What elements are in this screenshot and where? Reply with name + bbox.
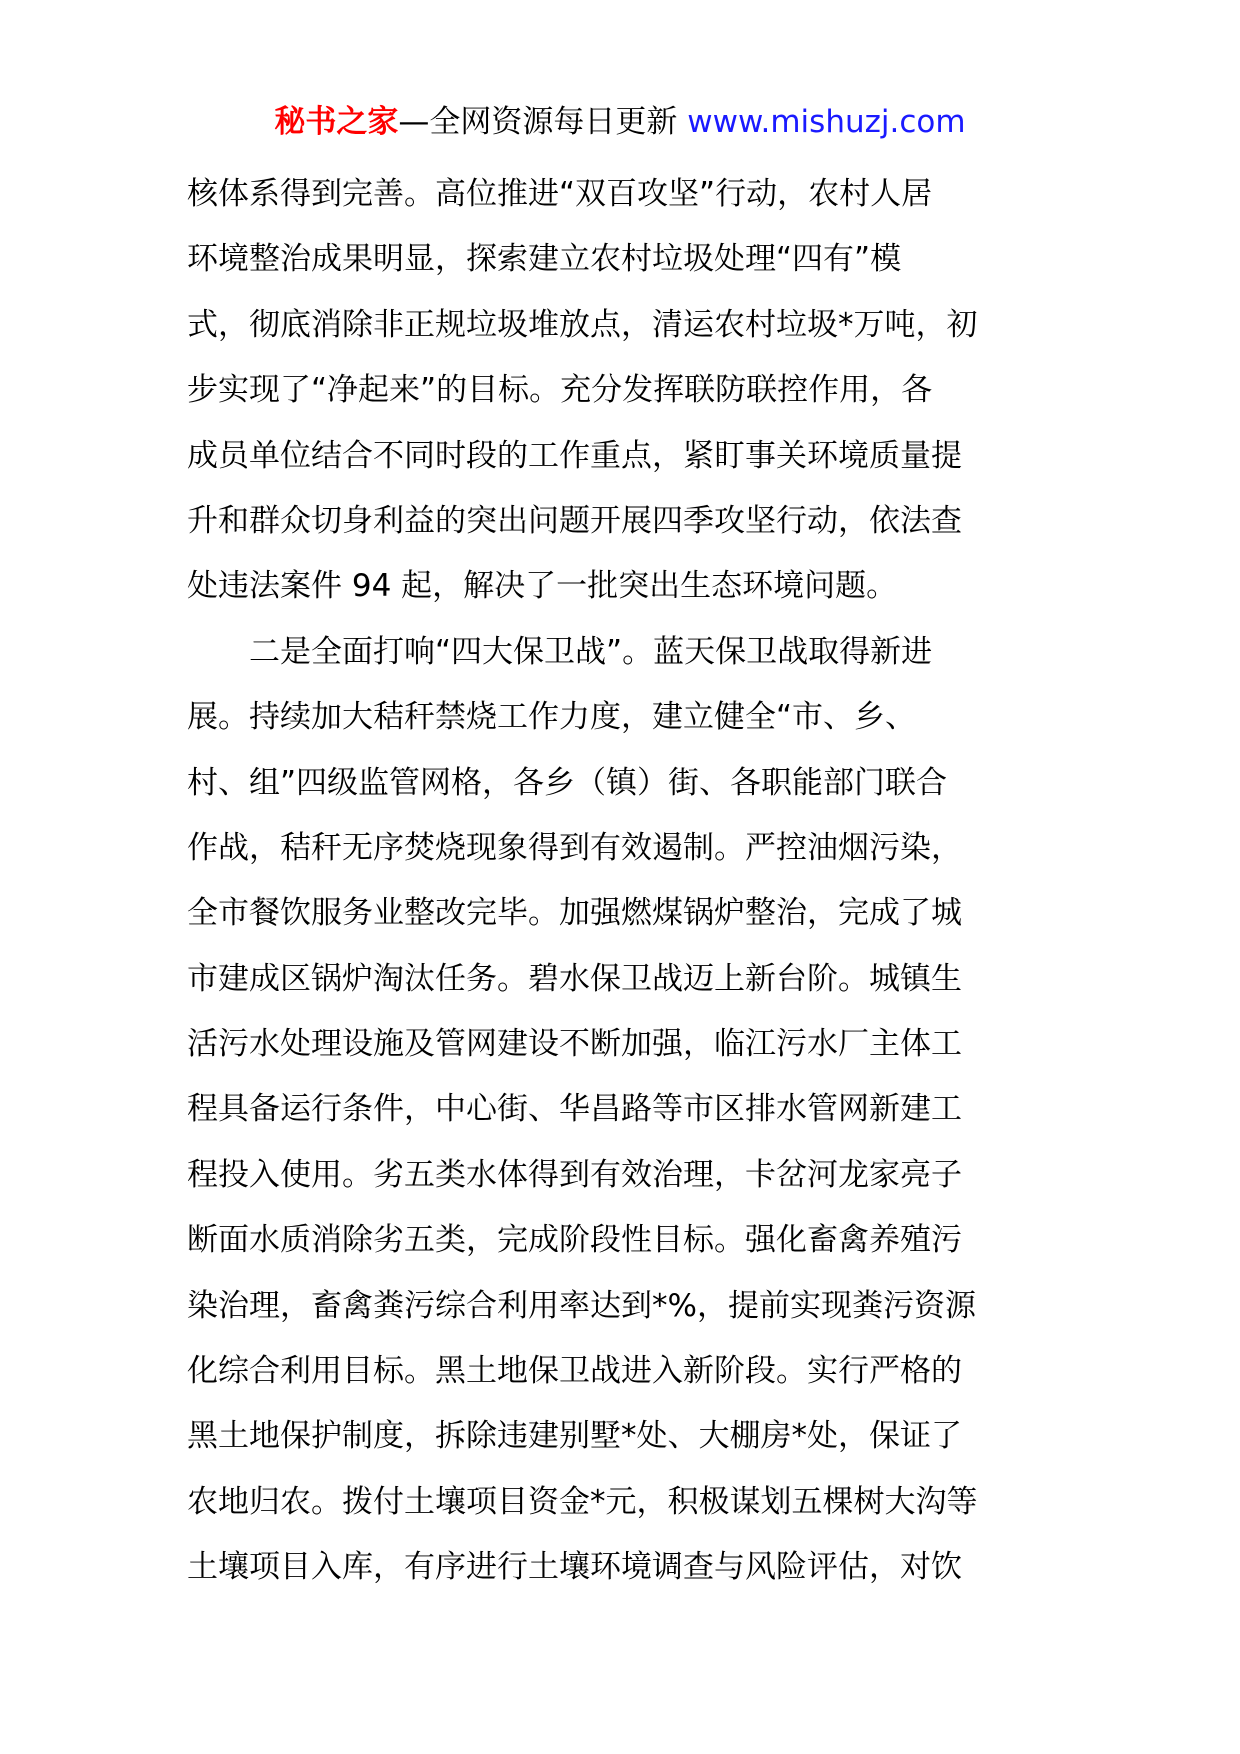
- site-url-link[interactable]: www.mishuzj.com: [687, 104, 966, 140]
- document-body: [187, 162, 1057, 1601]
- text-line: 化综合利用目标。黑土地保卫战进入新阶段。实行严格的: [187, 1353, 962, 1390]
- text-line: 升和群众切身利益的突出问题开展四季攻坚行动，依法查: [187, 502, 962, 539]
- text-line: 展。持续加大秸秆禁烧工作力度，建立健全“市、乡、: [187, 699, 917, 736]
- text-line: 成员单位结合不同时段的工作重点，紧盯事关环境质量提: [187, 437, 962, 474]
- text-line: 处违法案件 94 起，解决了一批突出生态环境问题。: [187, 568, 898, 605]
- page-header: [0, 100, 1240, 144]
- text-line: 断面水质消除劣五类，完成阶段性目标。强化畜禽养殖污: [187, 1222, 962, 1259]
- text-line: 程投入使用。劣五类水体得到有效治理，卡岔河龙家亮子: [187, 1156, 962, 1193]
- text-line: 村、组”四级监管网格，各乡（镇）街、各职能部门联合: [187, 764, 948, 801]
- text-line: 市建成区锅炉淘汰任务。碧水保卫战迈上新台阶。城镇生: [187, 960, 962, 997]
- text-line: 黑土地保护制度，拆除违建别墅*处、大棚房*处，保证了: [187, 1418, 962, 1455]
- text-line: 土壤项目入库，有序进行土壤环境调查与风险评估，对饮: [187, 1549, 962, 1586]
- text-line: 式，彻底消除非正规垃圾堆放点，清运农村垃圾*万吨，初: [187, 306, 978, 343]
- text-line: 环境整治成果明显，探索建立农村垃圾处理“四有”模: [187, 241, 902, 278]
- text-line: 全市餐饮服务业整改完毕。加强燃煤锅炉整治，完成了城: [187, 895, 962, 932]
- brand-name: 秘书之家: [274, 104, 399, 140]
- paragraph-start-line: 二是全面打响“四大保卫战”。蓝天保卫战取得新进: [187, 633, 933, 670]
- header-tagline: —全网资源每日更新: [398, 104, 678, 140]
- text-line: 活污水处理设施及管网建设不断加强，临江污水厂主体工: [187, 1026, 962, 1063]
- text-line: 农地归农。拨付土壤项目资金*元，积极谋划五棵树大沟等: [187, 1483, 978, 1520]
- text-line: 程具备运行条件，中心街、华昌路等市区排水管网新建工: [187, 1091, 962, 1128]
- text-line: 步实现了“净起来”的目标。充分发挥联防联控作用，各: [187, 372, 933, 409]
- text-line: 染治理，畜禽粪污综合利用率达到*%，提前实现粪污资源: [187, 1287, 976, 1324]
- text-line: 核体系得到完善。高位推进“双百攻坚”行动，农村人居: [187, 176, 933, 212]
- text-line: 作战，秸秆无序焚烧现象得到有效遏制。严控油烟污染，: [187, 829, 962, 866]
